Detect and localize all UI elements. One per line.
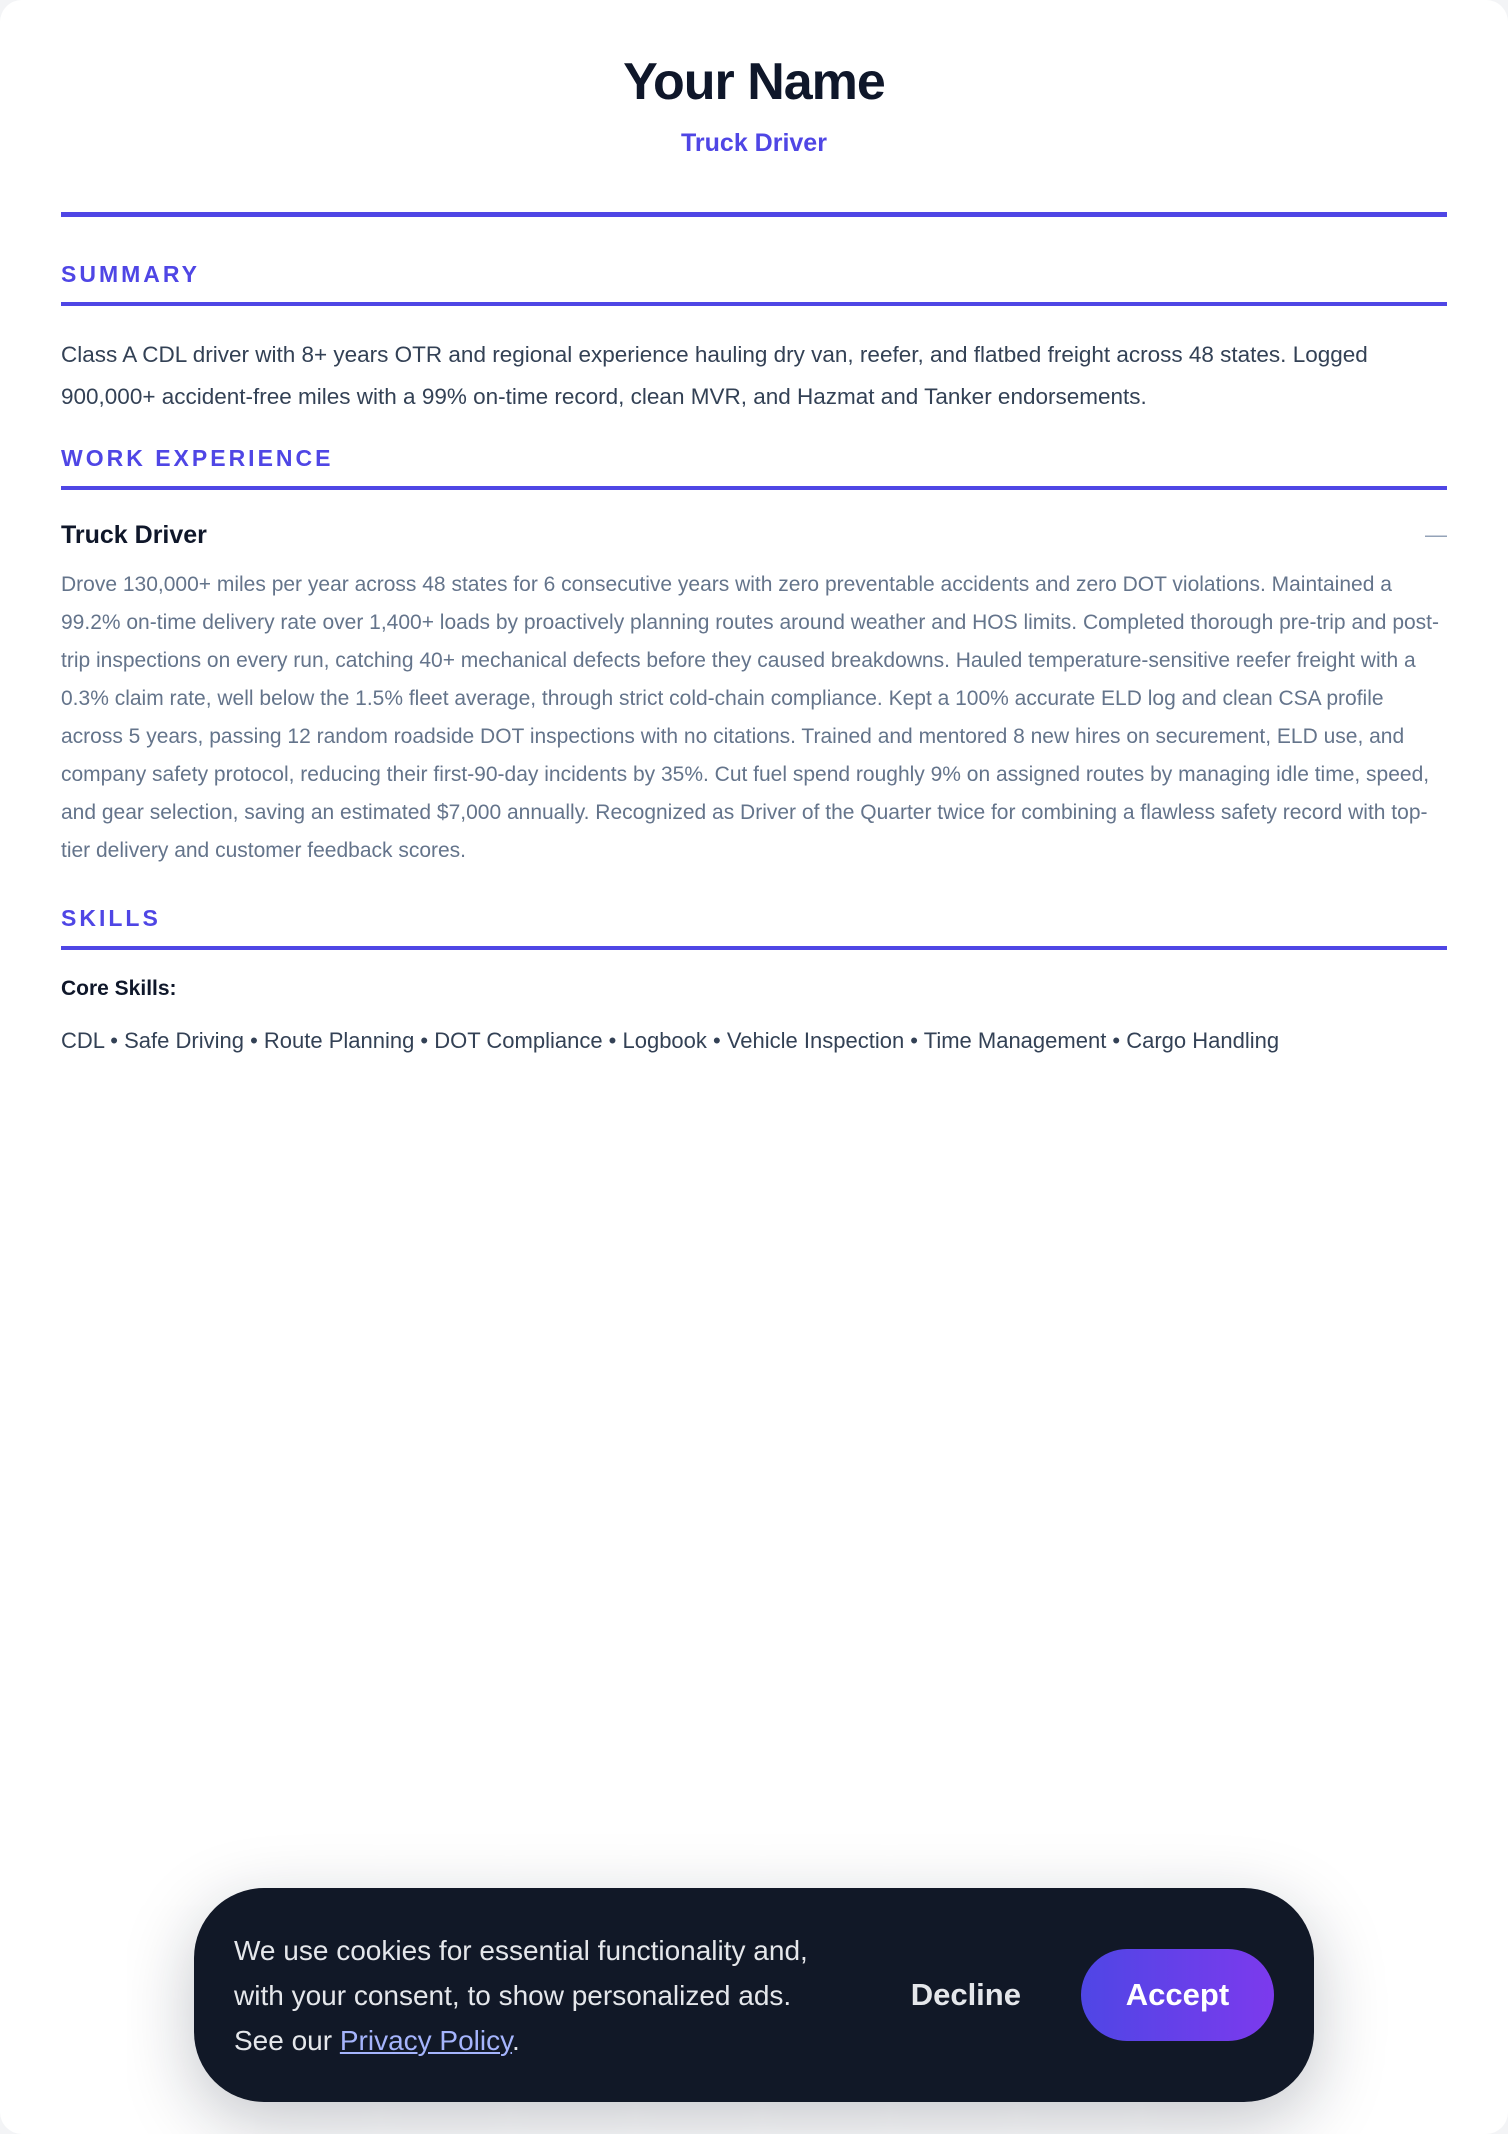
decline-button[interactable]: Decline <box>910 1977 1021 2012</box>
job-header <box>61 520 1447 550</box>
summary-section <box>61 260 1447 418</box>
summary-divider <box>61 302 1447 306</box>
core-skills-list: CDL • Safe Driving • Route Planning • DOT Compliance • Logbook • Vehicle Inspection • Time Management • Cargo Handling <box>61 1028 1280 1053</box>
skills-divider <box>61 946 1447 950</box>
core-skills-label: Core Skills: <box>61 977 177 1000</box>
privacy-policy-link[interactable]: Privacy Policy <box>339 2024 513 2056</box>
cookie-message-text: We use cookies for essential functionality and, with your consent, to show personalized ads. See our <box>234 1934 808 2056</box>
header-divider <box>61 212 1447 217</box>
experience-divider <box>61 486 1447 490</box>
job-description: Drove 130,000+ miles per year across 48 states for 6 consecutive years with zero preventable accidents and zero DOT violations. Maintained a 99.2% on-time delivery rate over 1,400+ loads by proactively planning routes around weather and HOS limits. Completed thorough pre-trip and post-trip inspections on every run, catching 40+ mechanical defects before they caused breakdowns. Hauled temperature-sensitive reefer freight with a 0.3% claim rate, well below the 1.5% fleet average, through strict cold-chain compliance. Kept a 100% accurate ELD log and clean CSA profile across 5 years, passing 12 random roadside DOT inspections with no citations. Trained and mentored 8 new hires on securement, ELD use, and company safety protocol, reducing their first-90-day incidents by 35%. Cut fuel spend roughly 9% on assigned routes by managing idle time, speed, and gear selection, saving an estimated $7,000 annually. Recognized as Driver of the Quarter twice for combining a flawless safety record with top-tier delivery and customer feedback scores. <box>61 573 1440 862</box>
cookie-message-end: . <box>512 2024 520 2056</box>
summary-heading: SUMMARY <box>61 261 200 287</box>
experience-section <box>61 444 1447 870</box>
skills-heading: SKILLS <box>61 905 161 931</box>
experience-heading: WORK EXPERIENCE <box>61 445 334 471</box>
skills-section <box>61 904 1447 1056</box>
candidate-role: Truck Driver <box>681 129 827 157</box>
candidate-name: Your Name <box>623 53 885 111</box>
job-entry <box>61 520 1447 870</box>
cookie-banner <box>194 1888 1314 2102</box>
accept-button[interactable]: Accept <box>1081 1949 1274 2041</box>
cookie-message <box>234 1928 841 2063</box>
summary-text: Class A CDL driver with 8+ years OTR and regional experience hauling dry van, reefer, and flatbed freight across 48 states. Logged 900,000+ accident-free miles with a 99% on-time record, clean MVR, and Hazmat and Tanker endorsements. <box>61 342 1368 409</box>
job-dates: — <box>1425 522 1447 547</box>
resume-header <box>0 0 1508 158</box>
job-title: Truck Driver <box>61 521 207 549</box>
